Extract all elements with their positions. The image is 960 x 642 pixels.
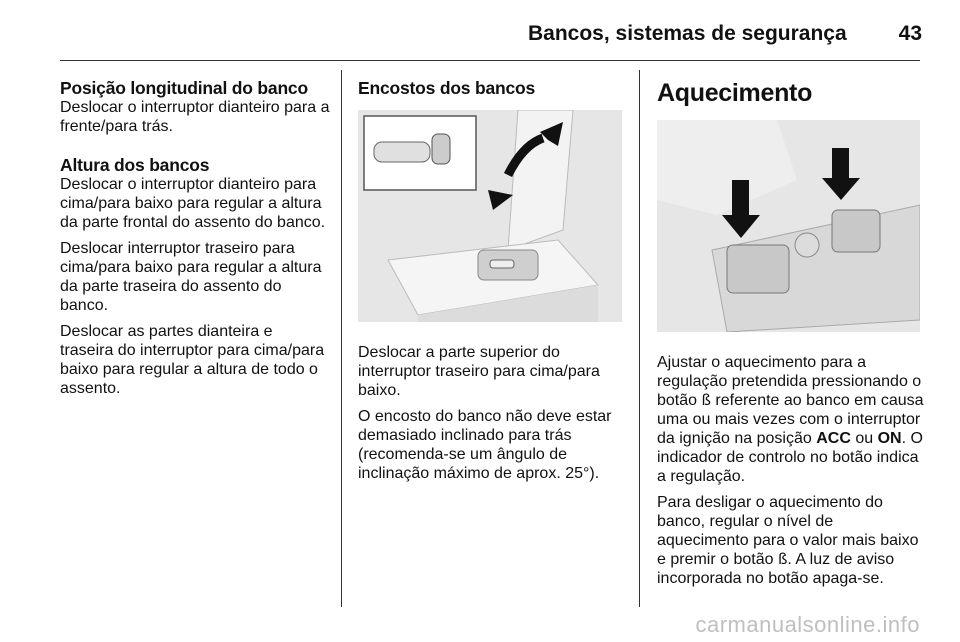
- heading-seat-height: Altura dos bancos: [60, 155, 210, 175]
- column-backrest: [358, 78, 628, 490]
- watermark: carmanualsonline.info: [695, 612, 920, 637]
- column-seat-adjust: [60, 78, 330, 405]
- heading-longitudinal: Posição longitudinal do banco: [60, 78, 308, 98]
- key-on: ON: [877, 430, 902, 447]
- para-height-2: Deslocar interruptor traseiro para cima/para baixo para regular a altura da parte traseira do assento do banco.: [60, 240, 322, 314]
- page-header: [60, 22, 922, 46]
- column-divider-1: [341, 70, 342, 607]
- para-height-3: Deslocar as partes dianteira e traseira do interruptor para cima/para baixo para regular a altura de todo o assento.: [60, 323, 325, 397]
- heading-backrest: Encostos dos bancos: [358, 78, 536, 98]
- heading-heating: Aquecimento: [657, 79, 813, 107]
- seat-heating-icon: ß: [701, 391, 711, 409]
- para-backrest-2: O encosto do banco não deve estar demasiado inclinado para trás (recomenda-se um ângulo de inclinação máximo de aprox. 25°).: [358, 408, 612, 482]
- seat-backrest-illustration: [358, 110, 622, 322]
- para-backrest-1: Deslocar a parte superior do interruptor traseiro para cima/para baixo.: [358, 344, 600, 399]
- column-divider-2: [639, 70, 640, 607]
- seat-heating-icon: ß: [777, 550, 788, 568]
- header-title: Bancos, sistemas de segurança: [527, 22, 847, 45]
- column-heating: [657, 78, 925, 595]
- para-heating-2: Para desligar o aquecimento do banco, regular o nível de aquecimento para o valor mais baixo e premir o botão ß. A luz de aviso incorporada no botão apaga-se.: [657, 494, 919, 587]
- para-height-1: Deslocar o interruptor dianteiro para cima/para baixo para regular a altura da parte frontal do assento do banco.: [60, 176, 326, 231]
- page-number: 43: [898, 22, 922, 45]
- para-heating-1: Ajustar o aquecimento para a regulação pretendida pressionando o botão ß referente ao banco em causa uma ou mais vezes com o interruptor da ignição na posição ACC ou ON. O indicador de controlo no botão indica a regulação.: [657, 354, 924, 485]
- seat-heating-illustration: [657, 120, 920, 332]
- key-acc: ACC: [816, 430, 851, 447]
- para-longitudinal: Deslocar o interruptor dianteiro para a frente/para trás.: [60, 99, 330, 135]
- header-rule: [60, 60, 920, 61]
